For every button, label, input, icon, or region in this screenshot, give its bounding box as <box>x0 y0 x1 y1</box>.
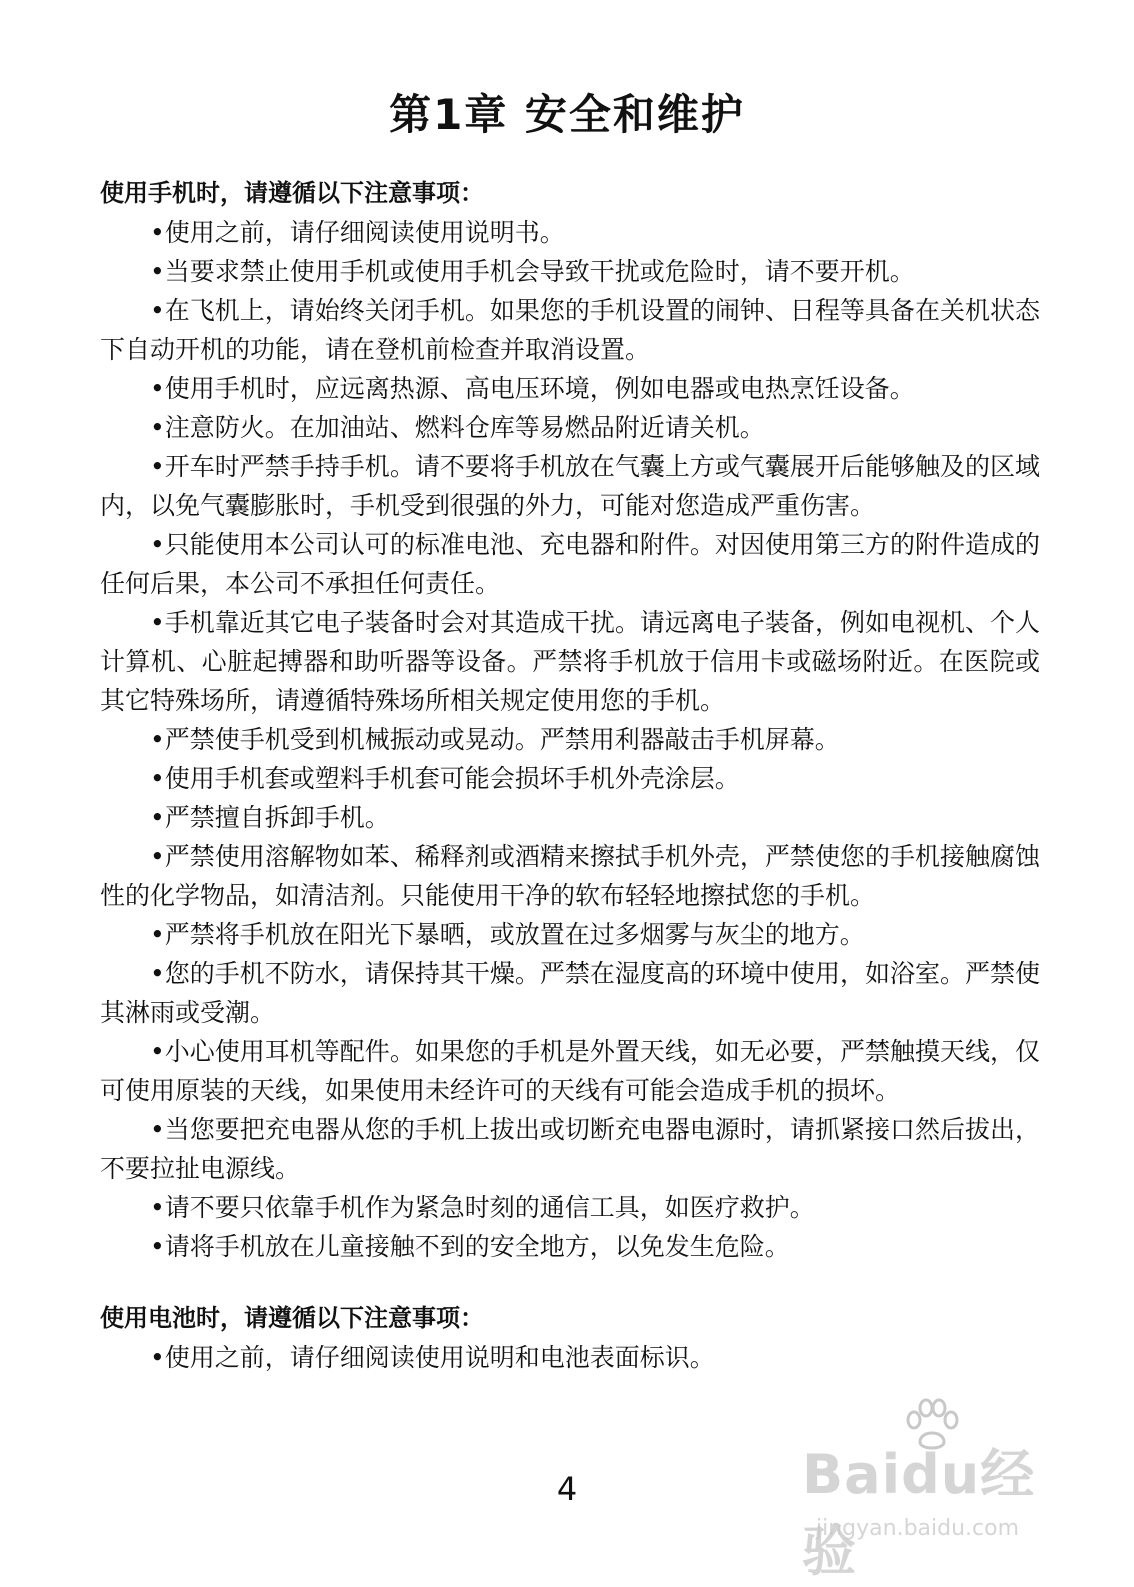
battery-use-list <box>100 1338 1040 1377</box>
section-heading-battery-use: 使用电池时，请遵循以下注意事项： <box>100 1304 484 1332</box>
list-item: •注意防火。在加油站、燃料仓库等易燃品附近请关机。 <box>150 413 765 442</box>
watermark-logo-text: Baidu经验 <box>802 1443 1036 1583</box>
list-item: •使用之前，请仔细阅读使用说明和电池表面标识。 <box>150 1343 715 1372</box>
list-item: •请不要只依靠手机作为紧急时刻的通信工具，如医疗救护。 <box>150 1193 815 1222</box>
list-item: •手机靠近其它电子装备时会对其造成干扰。请远离电子装备，例如电视机、个人计算机、心脏起搏器和助听器等设备。严禁将手机放于信用卡或磁场附近。在医院或其它特殊场所，请遵循特殊场所相关规定使用您的手机。 <box>100 608 1040 715</box>
list-item: •使用手机套或塑料手机套可能会损坏手机外壳涂层。 <box>150 764 740 793</box>
chapter-title: 第1章 安全和维护 <box>389 90 745 139</box>
list-item: •当要求禁止使用手机或使用手机会导致干扰或危险时，请不要开机。 <box>150 257 915 286</box>
section-heading-phone-use: 使用手机时，请遵循以下注意事项： <box>100 179 484 207</box>
list-item: •严禁将手机放在阳光下暴晒，或放置在过多烟雾与灰尘的地方。 <box>150 920 865 949</box>
list-item: •小心使用耳机等配件。如果您的手机是外置天线，如无必要，严禁触摸天线，仅可使用原装的天线，如果使用未经许可的天线有可能会造成手机的损坏。 <box>100 1037 1040 1105</box>
list-item: •只能使用本公司认可的标准电池、充电器和附件。对因使用第三方的附件造成的任何后果，本公司不承担任何责任。 <box>100 530 1040 598</box>
list-item: •请将手机放在儿童接触不到的安全地方，以免发生危险。 <box>150 1232 790 1261</box>
list-item: •使用手机时，应远离热源、高电压环境，例如电器或电热烹饪设备。 <box>150 374 915 403</box>
phone-use-list <box>100 213 1040 1266</box>
list-item: •严禁使用溶解物如苯、稀释剂或酒精来擦拭手机外壳，严禁使您的手机接触腐蚀性的化学物品，如清洁剂。只能使用干净的软布轻轻地擦拭您的手机。 <box>100 842 1040 910</box>
paw-icon <box>902 1398 962 1454</box>
list-item: •您的手机不防水，请保持其干燥。严禁在湿度高的环境中使用，如浴室。严禁使其淋雨或受潮。 <box>100 959 1040 1027</box>
list-item: •在飞机上，请始终关闭手机。如果您的手机设置的闹钟、日程等具备在关机状态下自动开机的功能，请在登机前检查并取消设置。 <box>100 296 1040 364</box>
list-item: •严禁擅自拆卸手机。 <box>150 803 390 832</box>
list-item: •使用之前，请仔细阅读使用说明书。 <box>150 218 565 247</box>
watermark-url: jingyan.baidu.com <box>816 1516 1020 1541</box>
page-number: 4 <box>556 1470 578 1508</box>
list-item: •当您要把充电器从您的手机上拔出或切断充电器电源时，请抓紧接口然后拔出，不要拉扯电源线。 <box>100 1115 1040 1183</box>
page-content <box>100 173 1040 1377</box>
list-item: •开车时严禁手持手机。请不要将手机放在气囊上方或气囊展开后能够触及的区域内，以免气囊膨胀时，手机受到很强的外力，可能对您造成严重伤害。 <box>100 452 1040 520</box>
list-item: •严禁使手机受到机械振动或晃动。严禁用利器敲击手机屏幕。 <box>150 725 840 754</box>
